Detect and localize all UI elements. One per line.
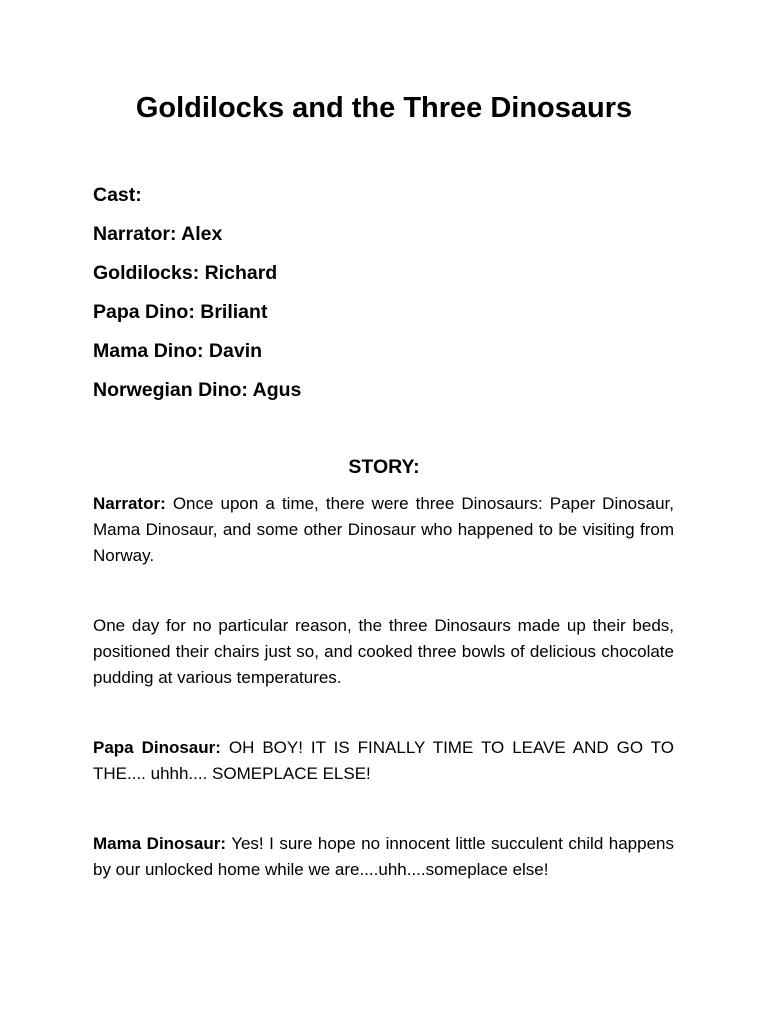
speaker-label: Mama Dinosaur: xyxy=(93,834,227,853)
document-title: Goldilocks and the Three Dinosaurs xyxy=(135,92,633,124)
story-paragraph xyxy=(93,735,674,787)
story-heading: STORY: xyxy=(348,456,420,478)
speaker-label: Papa Dinosaur: xyxy=(93,738,221,757)
story-paragraph xyxy=(93,831,674,883)
cast-list xyxy=(93,181,301,415)
paragraph-text: One day for no particular reason, the three Dinosaurs made up their beds, positioned their chairs just so, and cooked three bowls of delicious chocolate pudding at various temperatures. xyxy=(93,616,674,687)
story-paragraph xyxy=(93,613,674,691)
cast-item-mama-dino: Mama Dino: Davin xyxy=(93,340,263,362)
cast-item-narrator: Narrator: Alex xyxy=(93,223,223,245)
cast-item-norwegian-dino: Norwegian Dino: Agus xyxy=(93,379,302,401)
story-paragraph xyxy=(93,491,674,569)
speaker-label: Narrator: xyxy=(93,494,166,513)
paragraph-text: Yes! I sure hope no innocent little succulent child happens by our unlocked home while we are....uhh....someplace else! xyxy=(93,834,675,879)
paragraph-text: Once upon a time, there were three Dinosaurs: Paper Dinosaur, Mama Dinosaur, and some other Dinosaur who happened to be visiting from Norway. xyxy=(93,494,674,565)
cast-item-goldilocks: Goldilocks: Richard xyxy=(93,262,278,284)
cast-heading: Cast: xyxy=(93,184,142,206)
cast-item-papa-dino: Papa Dino: Briliant xyxy=(93,301,268,323)
paragraph-text: OH BOY! IT IS FINALLY TIME TO LEAVE AND GO TO THE.... uhhh.... SOMEPLACE ELSE! xyxy=(93,738,674,783)
